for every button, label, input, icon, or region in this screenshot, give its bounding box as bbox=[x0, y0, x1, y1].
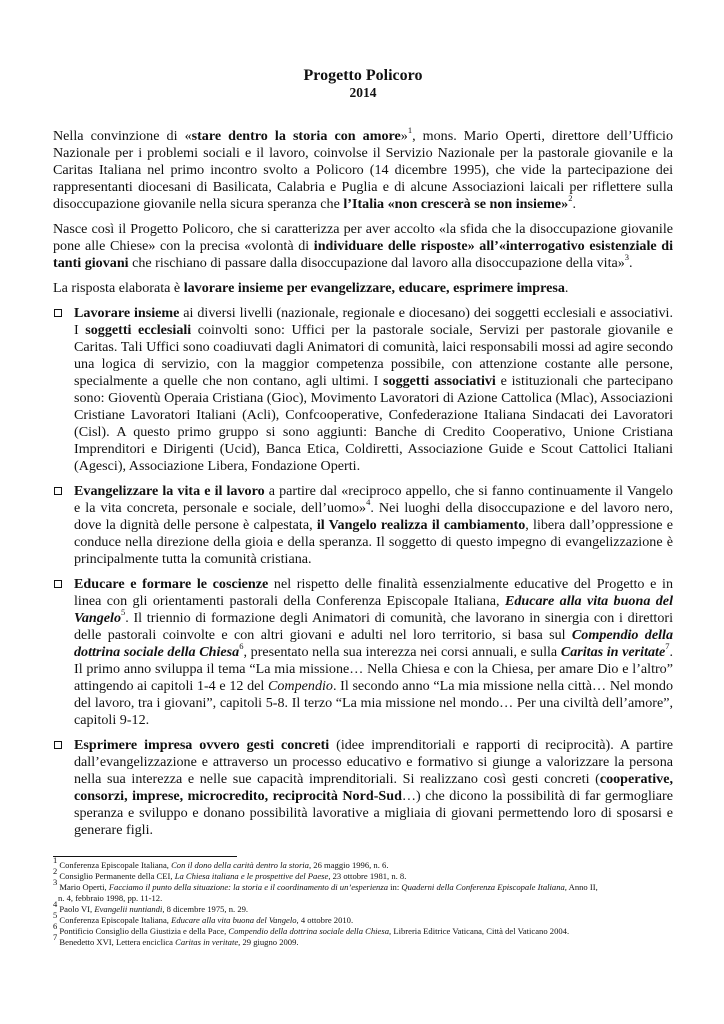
emphasis: soggetti ecclesiali bbox=[85, 322, 192, 338]
footnote-ref: 4 bbox=[366, 497, 371, 508]
text: . Nei luoghi della disoccupazione e del lavoro nero, dove la dignità delle persone è calpestata, bbox=[74, 500, 673, 533]
bullet-educare bbox=[53, 576, 673, 729]
text: . Il triennio di formazione degli Animatori di comunità, che lavorano in sinergia con i direttori delle pastorali coinvolte e con altri giovani e adulti nel loro territorio, si basa sul bbox=[74, 610, 673, 643]
italic: La Chiesa italiana e le prospettive del Paese bbox=[174, 871, 329, 881]
italic: Quaderni della Conferenza Episcopale Italiana bbox=[401, 882, 565, 892]
text: (idee imprenditoriali e rapporti di reciprocità). A partire dall’evangelizzazione e attraverso un processo educativo e formativo si giunge a valorizzare la persona nella sua interezza e nelle sue capacità imprenditoriali. Si realizzano così gesti concreti ( bbox=[74, 737, 673, 787]
italic: Con il dono della carità dentro la storia bbox=[171, 860, 309, 870]
text: e istituzionali che partecipano sono: Gioventù Operaia Cristiana (Gioc), Movimento Lavoratori di Azione Cattolica (Mlac), Associazioni Cristiane Lavoratori Italiani (Acli), Confcooperative, Confederazione Italiana Sindacati dei Lavoratori (Cisl). A questo primo gruppo si sono aggiunti: Banche di Credito Cooperativo, Unione Cristiana Imprenditori e Dirigenti (Ucid), Banca Etica, Coldiretti, Associazione Guide e Scout Cattolici Italiani (Agesci), Associazione Libera, Fondazione Operti. bbox=[74, 373, 674, 474]
text: La risposta elaborata è bbox=[53, 280, 184, 296]
italic: Compendio bbox=[267, 678, 333, 694]
text: Benedetto XVI, Lettera enciclica bbox=[57, 937, 176, 947]
text: Nella convinzione di « bbox=[53, 128, 192, 144]
footnote-ref: 7 bbox=[665, 641, 670, 652]
footnote-number: 7 bbox=[53, 932, 58, 943]
emphasis-italic: Educare alla vita buona del Vangelo bbox=[74, 593, 673, 626]
emphasis: Educare e formare le coscienze bbox=[74, 576, 269, 592]
text: che rischiano di passare dalla disoccupazione dal lavoro alla disoccupazione della vita» bbox=[128, 255, 625, 271]
text: Pontificio Consiglio della Giustizia e della Pace, bbox=[57, 926, 229, 936]
footnote-7 bbox=[53, 932, 673, 948]
text: a partire dal «reciproco appello, che si fanno continuamente il Vangelo e la vita concreta, personale e sociale, dell’uomo» bbox=[74, 483, 673, 516]
text: , mons. Mario Operti, direttore dell’Ufficio Nazionale per i problemi sociali e il lavoro, coinvolse il Servizio Nazionale per la pastorale giovanile e la Caritas Italiana nel primo incontro svolto a Policoro (14 dicembre 1995), che vide la partecipazione dei rappresentanti diocesani di Basilicata, Calabria e Puglia e di alcune Associazioni laicali per riflettere sulla disoccupazione giovanile nella sicura speranza che bbox=[53, 128, 673, 212]
text: …) che dicono la possibilità di far germogliare speranza e sviluppo e donano possibilità lavorative a migliaia di giovani permettendo loro di sposarsi e generare figli. bbox=[74, 788, 673, 838]
bullet-evangelizzare bbox=[53, 483, 673, 568]
footnote-2 bbox=[53, 866, 673, 882]
text: Paolo VI, bbox=[57, 904, 95, 914]
text: . bbox=[629, 255, 633, 271]
emphasis: Esprimere impresa ovvero gesti concreti bbox=[74, 737, 330, 753]
text: Conferenza Episcopale Italiana, bbox=[57, 915, 172, 925]
emphasis: Lavorare insieme bbox=[74, 305, 180, 321]
footnote-ref: 2 bbox=[568, 193, 573, 204]
emphasis: lavorare insieme per evangelizzare, educare, esprimere impresa bbox=[183, 280, 565, 296]
footnote-number: 2 bbox=[53, 866, 58, 877]
footnote-ref: 5 bbox=[121, 607, 126, 618]
bullet-esprimere-impresa bbox=[53, 737, 673, 839]
text: . Il primo anno sviluppa il tema “La mia missione… Nella Chiesa e con la Chiesa, per amare Dio e l’altro” attingendo ai capitoli 1-4 e 12 del bbox=[74, 644, 673, 694]
text: Mario Operti, bbox=[57, 882, 109, 892]
footnote-5 bbox=[53, 910, 673, 926]
italic: Caritas in veritate bbox=[175, 937, 239, 947]
intro-paragraph bbox=[53, 125, 673, 213]
text: , 23 ottobre 1981, n. 8. bbox=[328, 871, 407, 881]
document-year: 2014 bbox=[349, 85, 377, 100]
emphasis: il Vangelo realizza il cambiamento bbox=[316, 517, 526, 533]
footnote-1 bbox=[53, 855, 673, 871]
text: , 29 giugno 2009. bbox=[238, 937, 299, 947]
text: , Libreria Editrice Vaticana, Città del Vaticano 2004. bbox=[389, 926, 570, 936]
footnote-6 bbox=[53, 921, 673, 937]
document-page bbox=[53, 66, 673, 948]
emphasis: l’Italia «non crescerà se non insieme» bbox=[343, 196, 569, 212]
italic: Facciamo il punto della situazione: la storia e il coordinamento di un’esperienza bbox=[108, 882, 388, 892]
checkbox-bullet-icon bbox=[54, 309, 62, 317]
text: » bbox=[400, 128, 408, 144]
bullet-list bbox=[53, 305, 673, 839]
text: ai diversi livelli (nazionale, regionale e diocesano) dei soggetti ecclesiali e associativi. I bbox=[74, 305, 673, 338]
footnote-3 bbox=[53, 877, 673, 904]
text: . bbox=[564, 280, 569, 296]
emphasis-italic: Compendio della dottrina sociale della Chiesa bbox=[74, 627, 673, 660]
text: , presentato nella sua interezza nei corsi annuali, e sulla bbox=[243, 644, 561, 660]
bullet-lavorare-insieme bbox=[53, 305, 673, 475]
footnote-ref: 1 bbox=[407, 125, 413, 136]
response-paragraph bbox=[53, 280, 673, 297]
emphasis-italic: Caritas in veritate bbox=[560, 644, 666, 660]
text: coinvolti sono: Uffici per la pastorale sociale, Servizi per pastorale giovanile e Caritas. Tali Uffici sono coadiuvati dagli Animatori di comunità, laici responsabili mossi ad agire secondo una logica di servizio, con la maggior competenza possibile, con attenzione costante alle persone, specialmente a quelle che non contano, agli ultimi. I bbox=[74, 322, 673, 389]
text: nel rispetto delle finalità essenzialmente educative del Progetto e in linea con gli orientamenti pastorali della Conferenza Episcopale Italiana, bbox=[74, 576, 673, 609]
text: . Il secondo anno “La mia missione nella città… Nel mondo del lavoro, tra i giovani”, capitoli 5-8. Il terzo “La mia missione nel mondo… Per una civiltà dell’amore”, capitoli 9-12. bbox=[74, 678, 673, 728]
text: , 4 ottobre 2010. bbox=[296, 915, 354, 925]
text: , 26 maggio 1996, n. 6. bbox=[308, 860, 389, 870]
footnote-number: 5 bbox=[53, 910, 58, 921]
text: , libera dall’oppressione e conduce nella direzione della gioia e della speranza. Il soggetto di questo impegno di evangelizzazione è principalmente tutta la comunità cristiana. bbox=[74, 517, 673, 567]
italic: Compendio della dottrina sociale della Chiesa bbox=[228, 926, 390, 936]
footnote-divider bbox=[53, 856, 237, 857]
footnote-number: 6 bbox=[53, 921, 58, 932]
checkbox-bullet-icon bbox=[54, 487, 62, 495]
footnote-ref: 6 bbox=[239, 641, 244, 652]
emphasis: stare dentro la storia con amore bbox=[191, 128, 401, 144]
italic: Educare alla vita buona del Vangelo bbox=[171, 915, 297, 925]
checkbox-bullet-icon bbox=[54, 741, 62, 749]
text: n. 4, febbraio 1998, pp. 11-12. bbox=[58, 893, 163, 903]
document-title: Progetto Policoro bbox=[303, 67, 423, 84]
footnote-number: 1 bbox=[53, 855, 58, 866]
text: , 8 dicembre 1975, n. 29. bbox=[162, 904, 249, 914]
text: Nasce così il Progetto Policoro, che si caratterizza per aver accolto «la sfida che la disoccupazione giovanile pone alle Chiese» con la precisa «volontà di bbox=[53, 221, 673, 254]
text: Conferenza Episcopale Italiana, bbox=[57, 860, 172, 870]
footnote-number: 4 bbox=[53, 899, 58, 910]
checkbox-bullet-icon bbox=[54, 580, 62, 588]
text: in: bbox=[388, 882, 402, 892]
footnote-ref: 3 bbox=[624, 252, 630, 263]
emphasis: individuare delle risposte» all’«interrogativo esistenziale di tanti giovani bbox=[53, 238, 673, 271]
footnote-number: 3 bbox=[53, 877, 58, 888]
text: , Anno II, bbox=[564, 882, 598, 892]
text: Consiglio Permanente della CEI, bbox=[57, 871, 175, 881]
emphasis: Evangelizzare la vita e il lavoro bbox=[74, 483, 265, 499]
origin-paragraph bbox=[53, 221, 673, 272]
text: . bbox=[572, 196, 576, 212]
italic: Evangelii nuntiandi bbox=[94, 904, 163, 914]
footnote-4 bbox=[53, 899, 673, 915]
emphasis: soggetti associativi bbox=[383, 373, 496, 389]
emphasis: cooperative, consorzi, imprese, microcredito, reciprocità Nord-Sud bbox=[74, 771, 673, 804]
